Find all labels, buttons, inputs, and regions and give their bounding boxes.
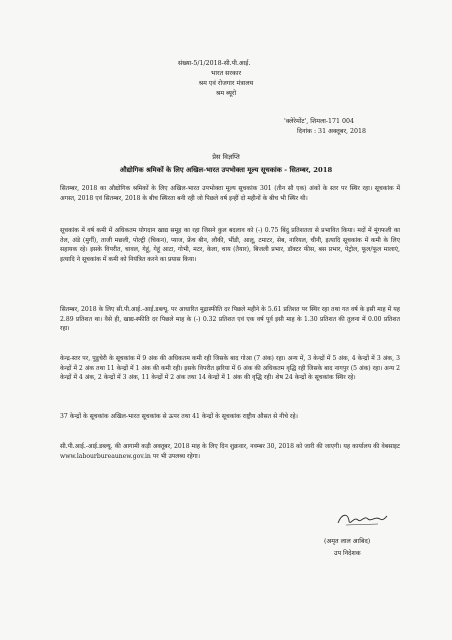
reference-number: संख्या-5/1/2018-सी.पी.आई. <box>178 60 251 67</box>
government-line: भारत सरकार <box>210 70 242 77</box>
ministry-line: श्रम एवं रोजगार मंत्रालय <box>198 80 254 87</box>
press-release-label: प्रेस विज्ञप्ति <box>212 153 240 161</box>
office-address: 'क्लेरेमोंट', शिमला-171 004 <box>284 118 355 125</box>
signature-mark <box>334 510 390 530</box>
paragraph-6: सी.पी.आई.-आई.डब्ल्यू. की आगामी कड़ी अक्तूबर, 2018 माह के लिए दिन शुक्रवार, नवम्बर 30, 2018 को जारी की जाएगी। यह कार्यालय की वेबसाइट www.labourbureaunew.gov.in पर भी उपलब्ध रहेगा। <box>60 443 400 460</box>
paragraph-3: सितम्बर, 2018 के लिए सी.पी.आई.-आई.डब्ल्यू. पर आधारित मुद्रास्फीति दर पिछले महीने के 5.61 प्रतिशत पर स्थिर रहा तथा गत वर्ष के इसी माह में यह 2.89 प्रतिशत था। वैसे ही, खाद्य-स्फीति दर पिछले माह के (-) 0.32 प्रतिशत एवं एक वर्ष पूर्व इसी माह के 1.30 प्रतिशत की तुलना में 0.00 प्रतिशत रहा। <box>60 306 400 333</box>
paragraph-4: केन्द्र-स्तर पर, पुडुचेरी के सूचकांक में 9 अंक की अधिकतम कमी रही जिसके बाद गोआ (7 अंक) रहा। अन्य में, 3 केन्द्रों में 5 अंक, 4 केन्द्रों में 3 अंक, 3 केन्द्रों में 2 अंक तथा 11 केन्द्रों में 1 अंक की कमी रही। इसके विपरीत झरिया में 6 अंक की अधिकतम वृद्धि रही जिसके बाद नागपुर (5 अंक) रहा। अन्य 2 केन्द्रों में 4 अंक, 2 केन्द्रों में 3 अंक, 11 केन्द्रों में 2 अंक तथा 14 केन्द्रों में 1 अंक की वृद्धि रही। शेष 24 केन्द्रों के सूचकांक स्थिर रहे। <box>60 355 400 382</box>
bureau-line: श्रम ब्यूरो <box>215 90 237 97</box>
paragraph-5: 37 केन्द्रों के सूचकांक अखिल-भारत सूचकांक से ऊपर तथा 41 केन्द्रों के सूचकांक राष्ट्रीय औसत से नीचे रहे। <box>60 413 298 420</box>
issue-date: दिनांक : 31 अक्तूबर, 2018 <box>297 128 367 135</box>
paragraph-2: सूचकांक में वर्ष कमी में अधिकतम योगदान खाद्य समूह का रहा जिसने कुल बदलाव को (-) 0.75 बिंदु प्रतिशतता से प्रभावित किया। मदों में मूंगफली का तेल, अंडे (मुर्गी), ताजी मछली, पोल्ट्री (चिकन), प्याज, फ्रेंच बीन, लौकी, भींडी, आलू, टमाटर, सेब, नारियल, चीनी, इत्यादि सूचकांक में कमी के लिए सहायक रहे। इसके विपरीत, चावल, गेहूं, गेहूं आटा, गोभी, मटर, केला, चाय (तैयार), बिजली प्रभार, डॉक्टर फीस, बस प्रभार, पेट्रोल, फूल/फूल मालाएं, इत्यादि ने सूचकांक में कमी को नियंत्रित करने का प्रयास किया। <box>60 227 400 263</box>
signatory-designation: उप निदेशक <box>334 550 361 557</box>
release-title: औद्योगिक श्रमिकों के लिए अखिल-भारत उपभोक्ता मूल्य सूचकांक - सितम्बर, 2018 <box>119 166 333 174</box>
signatory-name: (अमृत लाल आबिद) <box>324 538 371 545</box>
paragraph-1: सितम्बर, 2018 का औद्योगिक श्रमिकों के लिए अखिल-भारत उपभोक्ता मूल्य सूचकांक 301 (तीन सौ एक) अंकों के स्तर पर स्थिर रहा। सूचकांक में अगस्त, 2018 एवं सितम्बर, 2018 के बीच स्थिरता बनी रही जो पिछले वर्ष इन्हीं दो महीनों के बीच भी स्थिर थी। <box>60 185 400 202</box>
